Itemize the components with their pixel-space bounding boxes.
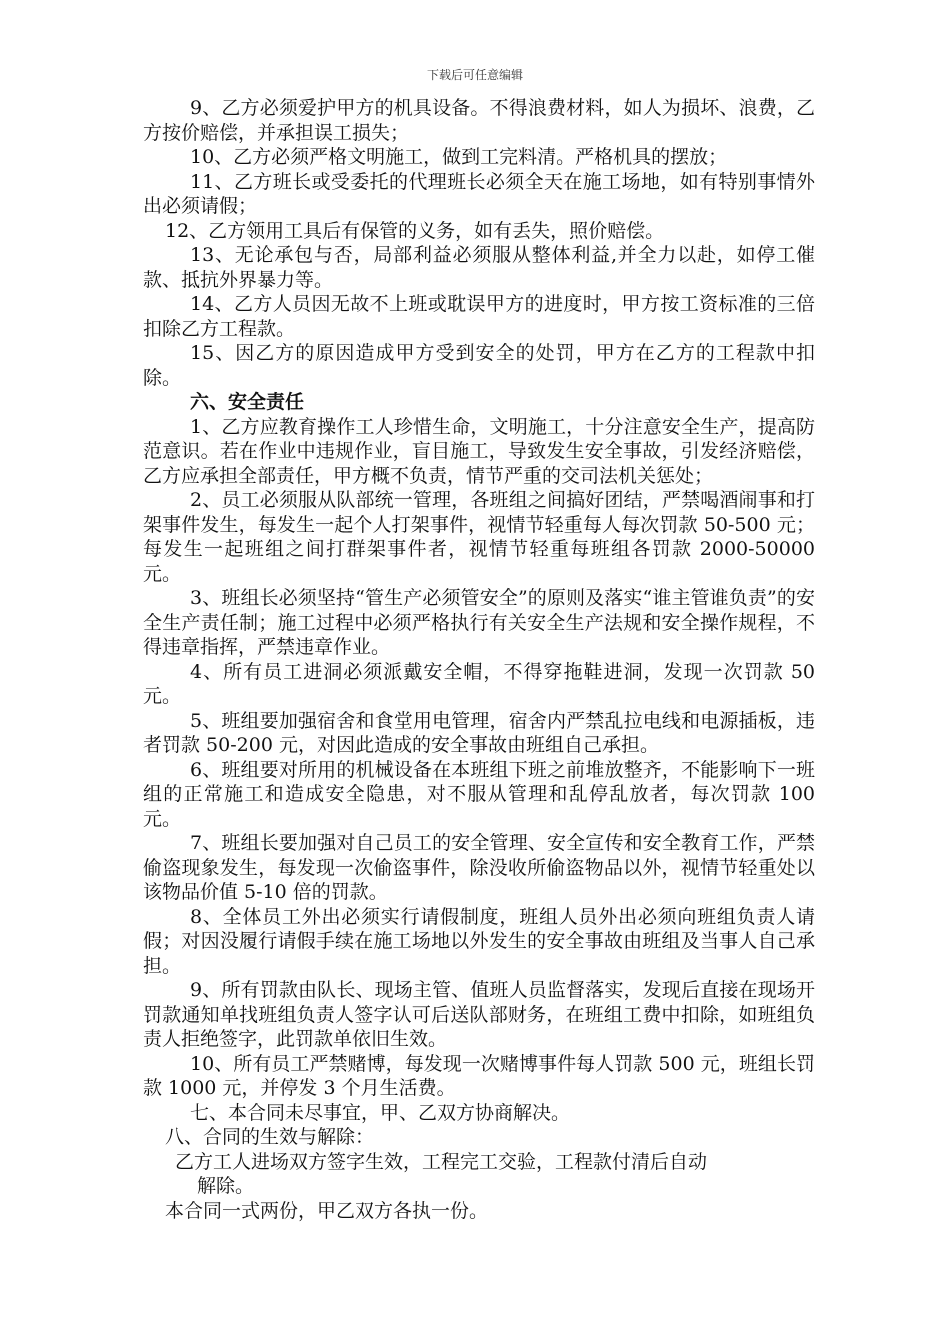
safety-item-5: 5、班组要加强宿舍和食堂用电管理，宿舍内严禁乱拉电线和电源插板，违者罚款 50-200 元，对因此造成的安全事故由班组自己承担。	[143, 709, 815, 756]
section-8-body	[175, 1150, 815, 1199]
clause-13: 13、无论承包与否，局部利益必须服从整体利益,并全力以赴，如停工催款、抵抗外界暴力等。	[143, 244, 815, 291]
section-8-title: 八、合同的生效与解除：	[165, 1126, 375, 1148]
clause-9: 9、乙方必须爱护甲方的机具设备。不得浪费材料，如人为损坏、浪费，乙方按价赔偿，并承担误工损失；	[143, 97, 815, 144]
section-8-line-1: 乙方工人进场双方签字生效，工程完工交验，工程款付清后自动	[175, 1150, 708, 1173]
page-header: 下载后可任意编辑	[426, 68, 523, 82]
section-8-line-2: 解除。	[197, 1175, 255, 1197]
safety-item-2: 2、员工必须服从队部统一管理，各班组之间搞好团结，严禁喝酒闹事和打架事件发生，每发生一起个人打架事件，视情节轻重每人每次罚款 50-500 元；每发生一起班组之间打群架事件者，视情节轻重每班组各罚款 2000-50000 元。	[143, 489, 815, 585]
safety-item-3: 3、班组长必须坚持“管生产必须管安全”的原则及落实“谁主管谁负责”的安全生产责任制；施工过程中必须严格执行有关安全生产法规和安全操作规程，不得违章指挥，严禁违章作业。	[143, 587, 815, 658]
clause-12: 12、乙方领用工具后有保管的义务，如有丢失，照价赔偿。	[165, 219, 665, 242]
clause-10: 10、乙方必须严格文明施工，做到工完料清。严格机具的摆放；	[190, 146, 728, 168]
final-statement: 本合同一式两份，甲乙双方各执一份。	[165, 1199, 489, 1222]
clause-14: 14、乙方人员因无故不上班或耽误甲方的进度时，甲方按工资标准的三倍扣除乙方工程款。	[143, 293, 815, 340]
document-body	[143, 96, 815, 1223]
section-6-title: 六、安全责任	[190, 391, 305, 413]
section-7: 七、本合同未尽事宜，甲、乙双方协商解决。	[190, 1101, 571, 1124]
clause-11: 11、乙方班长或受委托的代理班长必须全天在施工场地，如有特别事情外出必须请假；	[143, 170, 815, 217]
safety-item-1: 1、乙方应教育操作工人珍惜生命，文明施工，十分注意安全生产，提高防范意识。若在作业中违规作业，盲目施工，导致发生安全事故，引发经济赔偿，乙方应承担全部责任，甲方概不负责，情节严重的交司法机关惩处；	[143, 415, 815, 487]
safety-item-8: 8、全体员工外出必须实行请假制度，班组人员外出必须向班组负责人请假；对因没履行请假手续在施工场地以外发生的安全事故由班组及当事人自己承担。	[143, 905, 815, 977]
safety-item-6: 6、班组要对所用的机械设备在本班组下班之前堆放整齐，不能影响下一班组的正常施工和造成安全隐患，对不服从管理和乱停乱放者，每次罚款 100 元。	[143, 758, 815, 830]
clause-15: 15、因乙方的原因造成甲方受到安全的处罚，甲方在乙方的工程款中扣除。	[143, 342, 815, 389]
safety-item-7: 7、班组长要加强对自己员工的安全管理、安全宣传和安全教育工作，严禁偷盗现象发生，每发现一次偷盗事件，除没收所偷盗物品以外，视情节轻重处以该物品价值 5-10 倍的罚款。	[143, 832, 815, 903]
safety-item-9: 9、所有罚款由队长、现场主管、值班人员监督落实，发现后直接在现场开罚款通知单找班组负责人签字认可后送队部财务，在班组工费中扣除，如班组负责人拒绝签字，此罚款单依旧生效。	[143, 979, 815, 1050]
safety-item-4: 4、所有员工进洞必须派戴安全帽，不得穿拖鞋进洞，发现一次罚款 50 元。	[143, 660, 815, 707]
safety-item-10: 10、所有员工严禁赌博，每发现一次赌博事件每人罚款 500 元，班组长罚款 1000 元，并停发 3 个月生活费。	[143, 1052, 815, 1099]
